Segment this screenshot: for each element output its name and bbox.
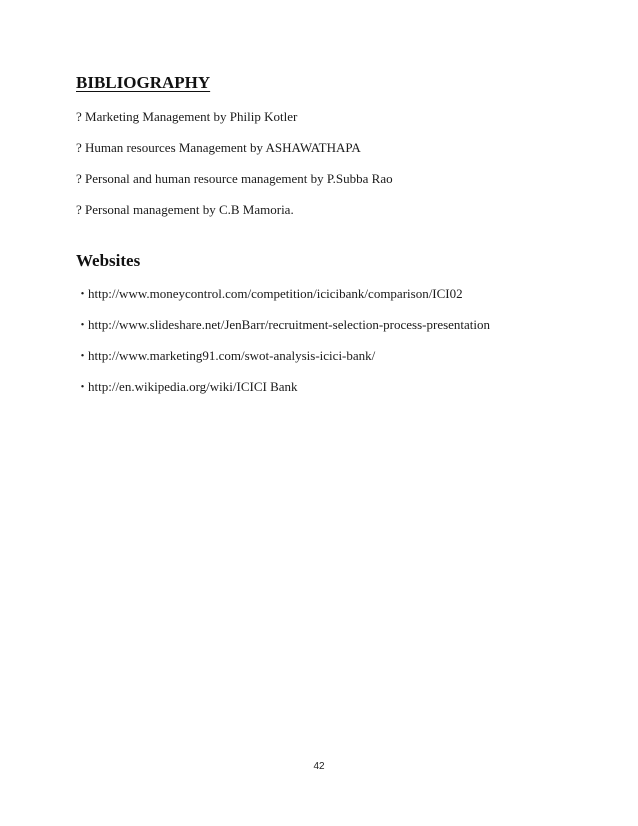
bibliography-item: ? Marketing Management by Philip Kotler	[76, 109, 298, 124]
bibliography-item: ? Personal management by C.B Mamoria.	[76, 202, 294, 217]
bibliography-heading: BIBLIOGRAPHY	[76, 73, 211, 92]
bibliography-item: ? Human resources Management by ASHAWATHAPA	[76, 140, 361, 155]
website-item	[76, 379, 298, 395]
page-number: 42	[313, 761, 325, 772]
website-link[interactable]: http://www.moneycontrol.com/competition/icicibank/comparison/ICI02	[88, 286, 463, 301]
website-item	[76, 317, 490, 333]
bullet-icon: ・	[76, 379, 90, 394]
website-link[interactable]: http://www.marketing91.com/swot-analysis-icici-bank/	[88, 348, 376, 363]
bullet-icon: ・	[76, 286, 90, 301]
bibliography-item: ? Personal and human resource management by P.Subba Rao	[76, 171, 393, 186]
website-item	[76, 286, 463, 302]
bullet-icon: ・	[76, 317, 90, 332]
websites-heading: Websites	[76, 251, 141, 270]
website-link[interactable]: http://en.wikipedia.org/wiki/ICICI Bank	[88, 379, 298, 394]
website-item	[76, 348, 375, 364]
bullet-icon: ・	[76, 348, 90, 363]
website-link[interactable]: http://www.slideshare.net/JenBarr/recruitment-selection-process-presentation	[88, 317, 491, 332]
